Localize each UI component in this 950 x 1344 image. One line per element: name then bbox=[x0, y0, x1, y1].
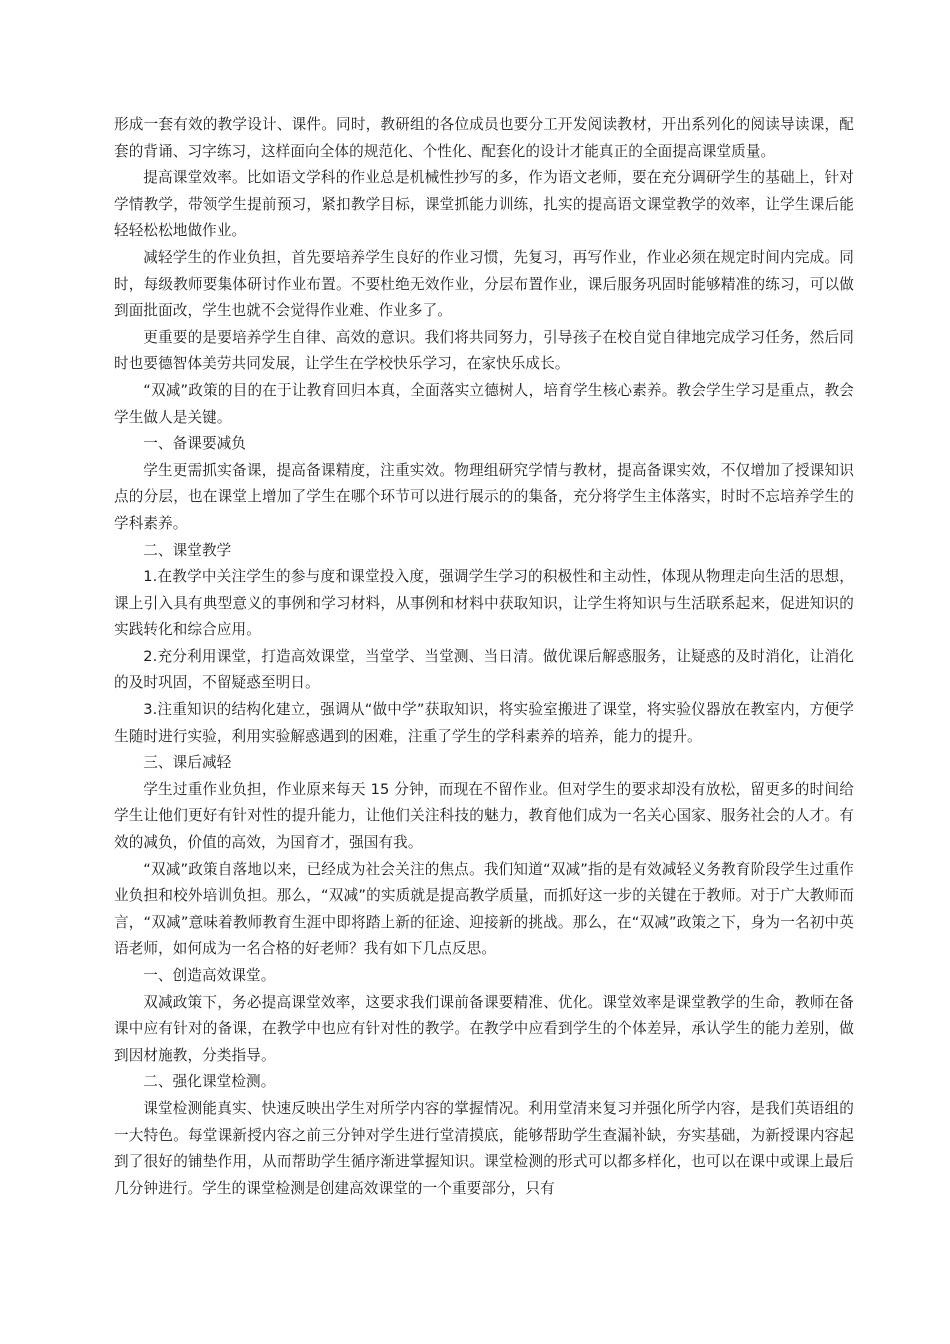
paragraph: 2.充分利用课堂，打造高效课堂，当堂学、当堂测、当日清。做优课后解惑服务，让疑惑的及时消化，让消化的及时巩固，不留疑惑至明日。 bbox=[114, 647, 854, 692]
paragraph: 课堂检测能真实、快速反映出学生对所学内容的掌握情况。利用堂清来复习并强化所学内容，是我们英语组的一大特色。每堂课新授内容之前三分钟对学生进行堂清摸底，能够帮助学生查漏补缺，夯实基础，为新授课内容起到了很好的铺垫作用，从而帮助学生循序渐进掌握知识。课堂检测的形式可以都多样化，也可以在课中或课上最后几分钟进行。学生的课堂检测是创建高效课堂的一个重要部分，只有 bbox=[114, 1099, 854, 1197]
section-heading: 二、课堂教学 bbox=[143, 541, 232, 559]
section-heading: 一、创造高效课堂。 bbox=[143, 967, 276, 984]
paragraph: “双减”政策的目的在于让教育回归本真，全面落实立德树人，培育学生核心素养。教会学生学习是重点，教会学生做人是关键。 bbox=[114, 381, 854, 426]
paragraph: 学生更需抓实备课，提高备课精度，注重实效。物理组研究学情与教材，提高备课实效，不仅增加了授课知识点的分层，也在课堂上增加了学生在哪个环节可以进行展示的的集备，充分将学生主体落实，时时不忘培养学生的学科素养。 bbox=[114, 461, 854, 532]
paragraph: 形成一套有效的教学设计、课件。同时，教研组的各位成员也要分工开发阅读教材，开出系列化的阅读导读课，配套的背诵、习字练习，这样面向全体的规范化、个性化、配套化的设计才能真正的全面提高课堂质量。 bbox=[114, 116, 854, 160]
paragraph: 1.在教学中关注学生的参与度和课堂投入度，强调学生学习的积极性和主动性，体现从物理走向生活的思想，课上引入具有典型意义的事例和学习材料，从事例和材料中获取知识，让学生将知识与生活联系起来，促进知识的实践转化和综合应用。 bbox=[114, 568, 854, 639]
paragraph: 3.注重知识的结构化建立，强调从“做中学”获取知识，将实验室搬进了课堂，将实验仪器放在教室内，方便学生随时进行实验，利用实验解惑遇到的困难，注重了学生的学科素养的培养，能力的提升。 bbox=[114, 701, 854, 745]
section-heading: 一、备课要减负 bbox=[143, 435, 247, 453]
paragraph: 提高课堂效率。比如语文学科的作业总是机械性抄写的多，作为语文老师，要在充分调研学生的基础上，针对学情教学，带领学生提前预习，紧扣教学目标，课堂抓能力训练，扎实的提高语文课堂教学的效率，让学生课后能轻轻松松地做作业。 bbox=[114, 169, 854, 240]
paragraph: 减轻学生的作业负担，首先要培养学生良好的作业习惯，先复习，再写作业，作业必须在规定时间内完成。同时，每级教师要集体研讨作业布置。不要杜绝无效作业，分层布置作业，课后服务巩固时能够精准的练习，可以做到面批面改，学生也就不会觉得作业难、作业多了。 bbox=[114, 248, 854, 320]
paragraph: “双减”政策自落地以来，已经成为社会关注的焦点。我们知道“双减”指的是有效减轻义务教育阶段学生过重作业负担和校外培训负担。那么，“双减”的实质就是提高教学质量，而抓好这一步的关键在于教师。对于广大教师而言，“双减”意味着教师教育生涯中即将踏上新的征途、迎接新的挑战。那么，在“双减”政策之下，身为一名初中英语老师，如何成为一名合格的好老师？我有如下几点反思。 bbox=[114, 860, 854, 958]
section-heading: 二、强化课堂检测。 bbox=[143, 1073, 276, 1091]
paragraph: 双减政策下，务必提高课堂效率，这要求我们课前备课要精准、优化。课堂效率是课堂教学的生命，教师在备课中应有针对的备课，在教学中也应有针对性的教学。在教学中应看到学生的个体差异，承认学生的能力差别，做到因材施教，分类指导。 bbox=[114, 993, 854, 1064]
section-heading: 三、课后减轻 bbox=[143, 754, 232, 772]
paragraph: 更重要的是要培养学生自律、高效的意识。我们将共同努力，引导孩子在校自觉自律地完成学习任务，然后同时也要德智体美劳共同发展，让学生在学校快乐学习，在家快乐成长。 bbox=[114, 328, 854, 373]
document-page bbox=[114, 112, 854, 1202]
paragraph: 学生过重作业负担，作业原来每天 15 分钟，而现在不留作业。但对学生的要求却没有放松，留更多的时间给学生让他们更好有针对性的提升能力，让他们关注科技的魅力，教育他们成为一名关心国家、服务社会的人才。有效的减负，价值的高效，为国育才，强国有我。 bbox=[114, 780, 854, 852]
